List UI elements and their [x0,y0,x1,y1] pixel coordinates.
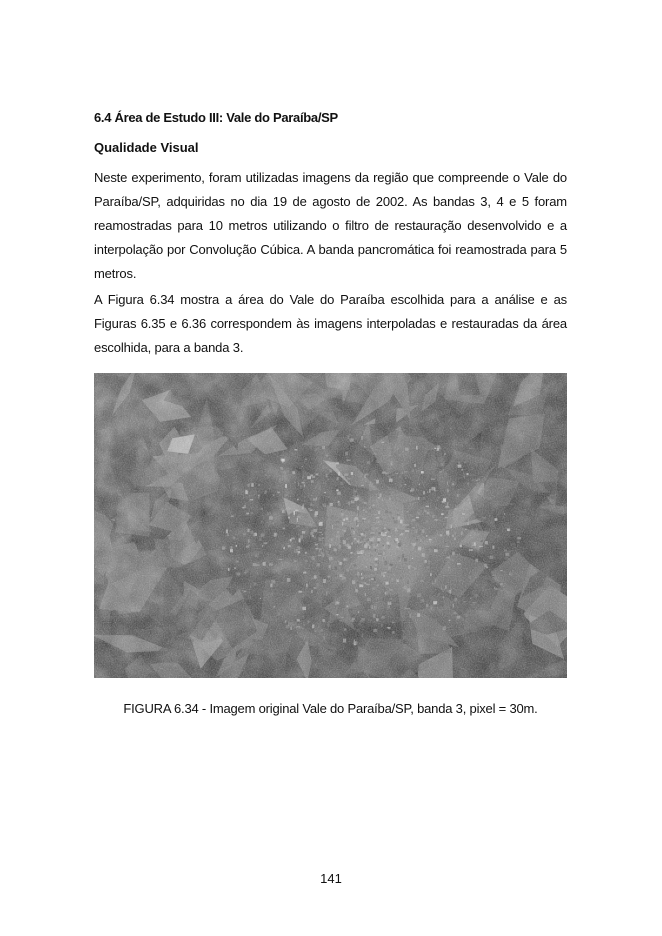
section-title: 6.4 Área de Estudo III: Vale do Paraíba/SP [94,110,338,125]
figure-caption: FIGURA 6.34 - Imagem original Vale do Paraíba/SP, banda 3, pixel = 30m. [123,701,538,716]
subsection-title: Qualidade Visual [94,140,199,155]
paragraph: Neste experimento, foram utilizadas imagens da região que compreende o Vale do Paraíba/SP, adquiridas no dia 19 de agosto de 2002. As bandas 3, 4 e 5 foram reamostradas para 10 metros utilizando o filtro de restauração desenvolvido e a interpolação por Convolução Cúbica. A banda pancromática foi reamostrada para 5 metros. [94,170,567,281]
satellite-image-graphic [94,373,567,678]
satellite-image [94,373,567,678]
page-number: 141 [320,871,342,886]
paragraph: A Figura 6.34 mostra a área do Vale do Paraíba escolhida para a análise e as Figuras 6.35 e 6.36 correspondem às imagens interpoladas e restauradas da área escolhida, para a banda 3. [94,292,567,355]
